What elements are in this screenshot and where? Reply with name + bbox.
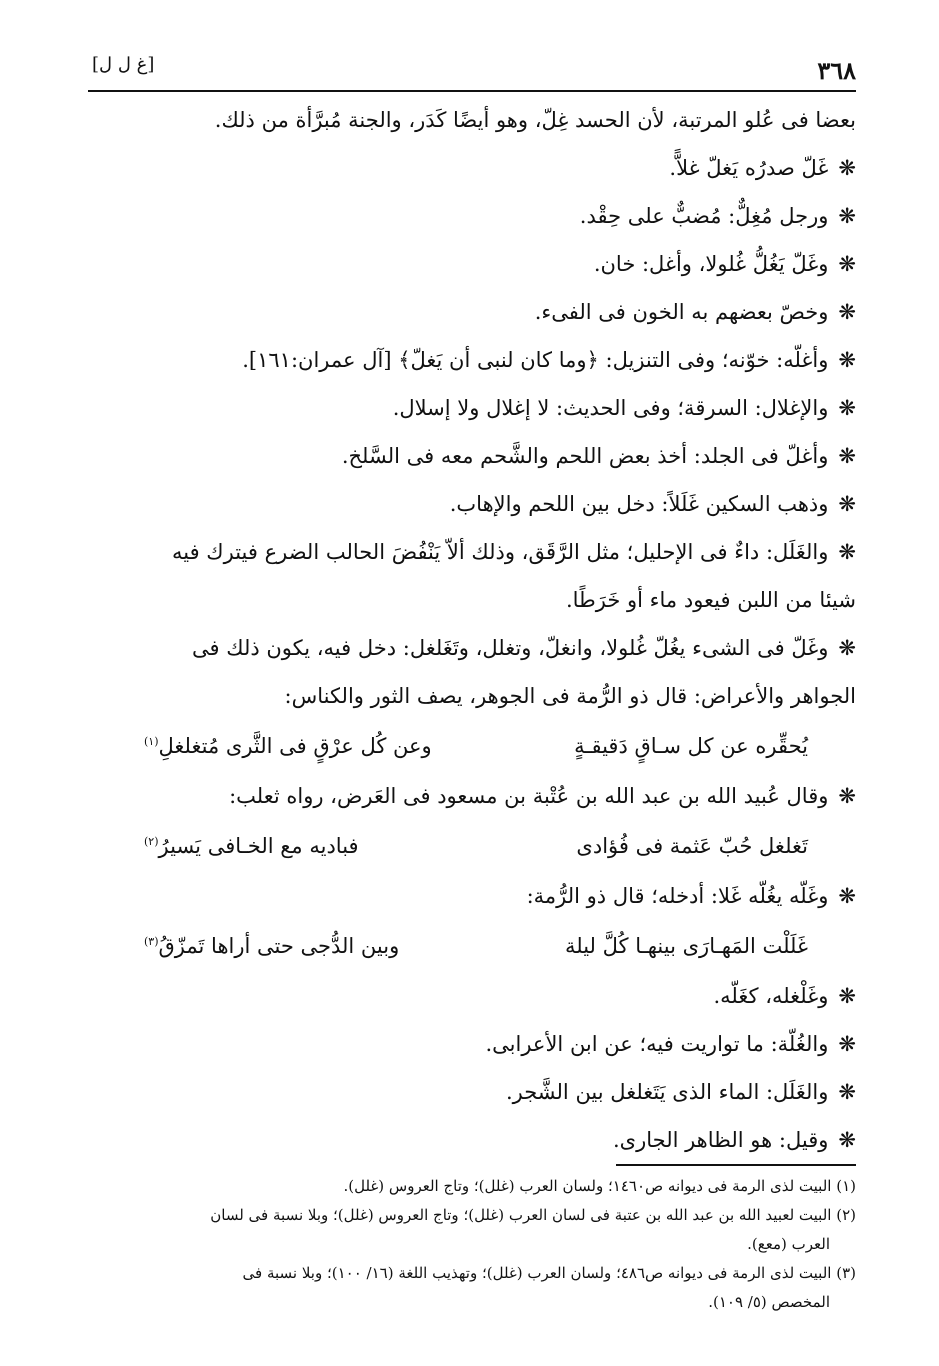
asterism-icon: ❋ [838, 204, 856, 228]
asterism-icon: ❋ [838, 884, 856, 908]
footnote-continuation: المخصص (٥/ ١٠٩). [708, 1293, 830, 1311]
footnote-marker: (٣) [144, 935, 159, 948]
asterism-icon: ❋ [838, 636, 856, 660]
text-line: شيئا من اللبن فيعود ماء أو خَرَطًا. [565, 588, 856, 612]
footnote-marker: (٢) [144, 835, 159, 848]
entry-line: ❋وأغلّه: خوّنه؛ وفى التنزيل: ﴿وما كان لنبى أن يَغلّ﴾ [آل عمران:١٦١]. [242, 348, 856, 372]
verse-first-hemistich: غَلَلْت المَهـارَى بينهـا كُلَّ ليلة [565, 934, 808, 958]
asterism-icon: ❋ [838, 540, 856, 564]
entry-line: ❋والإغلال: السرقة؛ وفى الحديث: لا إغلال ولا إسلال. [392, 396, 856, 420]
asterism-icon: ❋ [838, 1080, 856, 1104]
entry-line: ❋وغَلّ فى الشىء يغُلّ غُلولا، وانغلّ، وتغلل، وتَغَلغل: دخل فيه، يكون ذلك فى [192, 636, 856, 660]
verse-second-hemistich: وبين الدُّجى حتى أراها تَمزّقُ$^{(٣)}$ [144, 934, 400, 958]
page-header [88, 50, 856, 92]
text-line: بعضا فى عُلو المرتبة، لأن الحسد غِلّ، وهو أيضًا كَدَر، والجنة مُبرَّأة من ذلك. [214, 108, 856, 132]
entry-line: ❋ورجل مُغِلٌّ: مُضبٌّ على حِقْد. [579, 204, 856, 228]
footnotes [88, 1164, 856, 1317]
asterism-icon: ❋ [838, 444, 856, 468]
asterism-icon: ❋ [838, 300, 856, 324]
asterism-icon: ❋ [838, 396, 856, 420]
entry-line: ❋وقال عُبيد الله بن عبد الله بن عُتْبة بن مسعود فى العَرض، رواه ثعلب: [229, 784, 856, 808]
verse-second-hemistich: فباديه مع الخـافى يَسيرُ$^{(٢)}$ [144, 834, 359, 858]
verse-first-hemistich: تَغلغل حُبّ عَثمة فى فُؤادى [576, 834, 808, 858]
verse-second-hemistich: وعن كُل عرْقٍ فى الثَّرى مُتغلغلِ$^{(١)}$ [144, 734, 432, 758]
entry-line: ❋والغُلّة: ما تواريت فيه؛ عن ابن الأعرابى. [485, 1032, 856, 1056]
root-label: [غ ل ل] [92, 54, 155, 75]
footnote-continuation: العرب (معع). [747, 1235, 830, 1253]
asterism-icon: ❋ [838, 784, 856, 808]
entry-line: ❋وقيل: هو الظاهر الجارى. [612, 1128, 856, 1152]
verse [88, 920, 856, 972]
entry-line: ❋والغَلَل: داءٌ فى الإحليل؛ مثل الرَّقَق، وذلك ألاّ يَنْفُضَ الحالب الضرع فيترك فيه [172, 540, 856, 564]
asterism-icon: ❋ [838, 1032, 856, 1056]
page-number: ٣٦٨ [817, 56, 856, 85]
asterism-icon: ❋ [838, 492, 856, 516]
entry-line: ❋غَلّ صدرُه يَغلّ غلاًّ. [669, 156, 856, 180]
entry-line: ❋وغَلّ يَغُلُّ غُلولا، وأغل: خان. [593, 252, 856, 276]
dictionary-page [88, 44, 856, 1344]
entry-line: ❋وخصّ بعضهم به الخون فى الفىء. [534, 300, 856, 324]
entry-line: ❋وغَلْغله، كغَلّه. [713, 984, 856, 1008]
asterism-icon: ❋ [838, 984, 856, 1008]
verse-first-hemistich: يُحقِّره عن كل سـاقٍ دَقيقـةٍ [574, 734, 808, 758]
entry-line: ❋وغَلّه يغُلّه غَلا: أدخله؛ قال ذو الرُّمة: [526, 884, 856, 908]
asterism-icon: ❋ [838, 252, 856, 276]
text-line: الجواهر والأعراض: قال ذو الرُّمة فى الجوهر، يصف الثور والكناس: [284, 684, 856, 708]
entry-line: ❋وذهب السكين غَلَلاً: دخل بين اللحم والإهاب. [449, 492, 856, 516]
footnote-divider [616, 1164, 856, 1166]
footnote: (١) البيت لذى الرمة فى ديوانه ص١٤٦٠؛ ولسان العرب (غلل)؛ وتاج العروس (غلل). [343, 1177, 856, 1195]
footnote: (٣) البيت لذى الرمة فى ديوانه ص٤٨٦؛ ولسان العرب (غلل)؛ وتهذيب اللغة (١٦/ ١٠٠)؛ وبلا نسبة فى [242, 1264, 856, 1282]
entry-line: ❋والغَلَل: الماء الذى يَتَغلغل بين الشَّجر. [505, 1080, 856, 1104]
footnote: (٢) البيت لعبيد الله بن عبد الله بن عتبة فى لسان العرب (غلل)؛ وتاج العروس (غلل)؛ وبلا نسبة فى لسان [210, 1206, 856, 1224]
verse [88, 820, 856, 872]
asterism-icon: ❋ [838, 1128, 856, 1152]
verse [88, 720, 856, 772]
footnote-marker: (١) [144, 735, 159, 748]
entry-line: ❋وأغلّ فى الجلد: أخذ بعض اللحم والشَّحم معه فى السَّلخ. [341, 444, 856, 468]
entry-body [88, 96, 856, 1164]
asterism-icon: ❋ [838, 156, 856, 180]
asterism-icon: ❋ [838, 348, 856, 372]
